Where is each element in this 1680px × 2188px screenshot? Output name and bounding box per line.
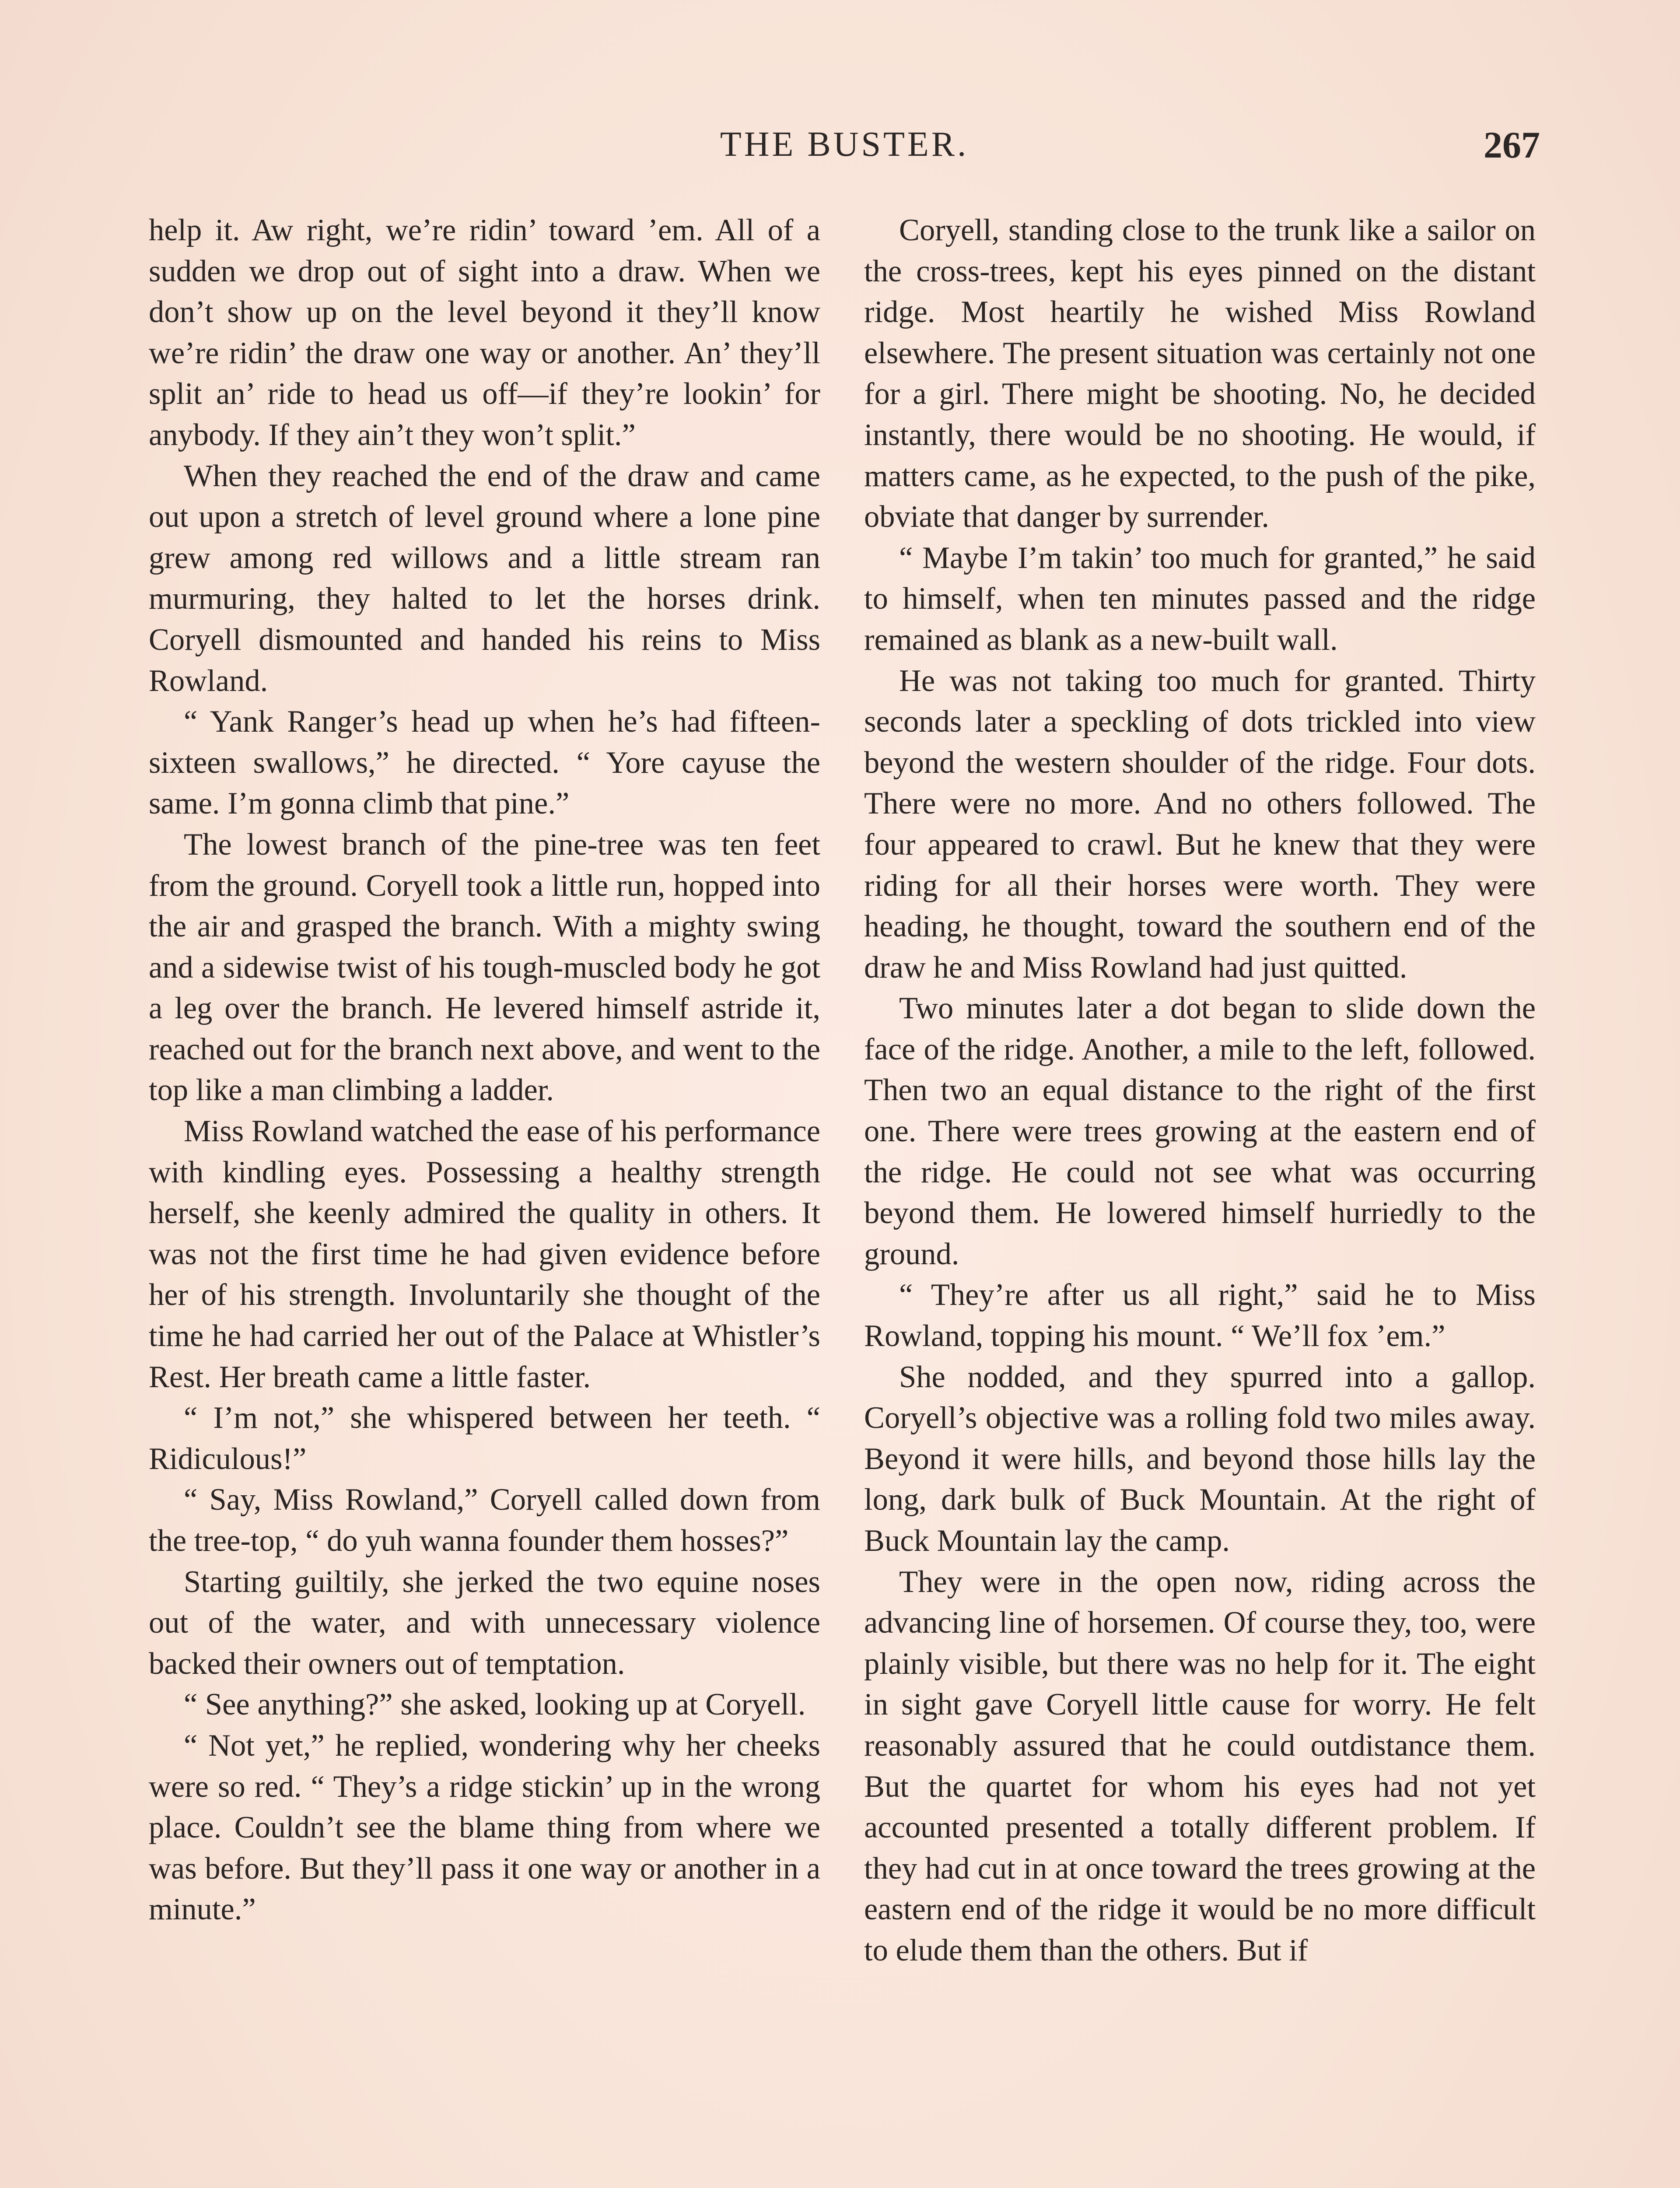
- paragraph: When they reached the end of the draw and came out upon a stretch of level ground where a lone pine grew among red willows and a little stream ran murmuring, they halted to let the horses drink. Coryell dismounted and handed his reins to Miss Rowland.: [149, 459, 820, 698]
- paragraph: “ I’m not,” she whispered between her teeth. “ Ridiculous!”: [149, 1401, 820, 1476]
- paragraph: Miss Rowland watched the ease of his performance with kindling eyes. Possessing a healthy strength herself, she keenly admired the quality in others. It was not the first time he had given evidence before her of his strength. Involuntarily she thought of the time he had carried her out of the Palace at Whistler’s Rest. Her breath came a little faster.: [149, 1114, 820, 1394]
- running-head: THE BUSTER.: [720, 125, 969, 164]
- paragraph: Starting guiltily, she jerked the two equine noses out of the water, and with unnecessary violence backed their owners out of temptation.: [149, 1564, 820, 1681]
- paragraph: The lowest branch of the pine-tree was ten feet from the ground. Coryell took a little run, hopped into the air and grasped the branch. With a mighty swing and a sidewise twist of his tough-muscled body he got a leg over the branch. He levered himself astride it, reached out for the branch next above, and went to the top like a man climbing a ladder.: [149, 827, 820, 1108]
- right-text-column: [864, 210, 1536, 1971]
- paragraph: Two minutes later a dot began to slide down the face of the ridge. Another, a mile to the left, followed. Then two an equal distance to the right of the first one. There were trees growing at the eastern end of the ridge. He could not see what was occurring beyond them. He lowered himself hurriedly to the ground.: [864, 991, 1536, 1271]
- paragraph: “ Say, Miss Rowland,” Coryell called down from the tree-top, “ do yuh wanna founder them hosses?”: [149, 1483, 820, 1558]
- paragraph: Coryell, standing close to the trunk like a sailor on the cross-trees, kept his eyes pinned on the distant ridge. Most heartily he wished Miss Rowland elsewhere. The present situation was certainly not one for a girl. There might be shooting. No, he decided instantly, there would be no shooting. He would, if matters came, as he expected, to the push of the pike, obviate that danger by surrender.: [864, 213, 1536, 534]
- paragraph: They were in the open now, riding across the advancing line of horsemen. Of course they, too, were plainly visible, but there was no help for it. The eight in sight gave Coryell little cause for worry. He felt reasonably assured that he could outdistance them. But the quartet for whom his eyes had not yet accounted presented a totally different problem. If they had cut in at once toward the trees growing at the eastern end of the ridge it would be no more difficult to elude them than the others. But if: [864, 1564, 1536, 1967]
- page-header: [149, 125, 1540, 186]
- paragraph: “ See anything?” she asked, looking up at Coryell.: [184, 1687, 806, 1722]
- paragraph: “ They’re after us all right,” said he to Miss Rowland, topping his mount. “ We’ll fox ’em.”: [864, 1278, 1536, 1353]
- paragraph: “ Yank Ranger’s head up when he’s had fifteen-sixteen swallows,” he directed. “ Yore cayuse the same. I’m gonna climb that pine.”: [149, 705, 820, 821]
- paragraph: “ Not yet,” he replied, wondering why her cheeks were so red. “ They’s a ridge stickin’ up in the wrong place. Couldn’t see the blame thing from where we was before. But they’ll pass it one way or another in a minute.”: [149, 1728, 820, 1927]
- paragraph: “ Maybe I’m takin’ too much for granted,” he said to himself, when ten minutes passed and the ridge remained as blank as a new-built wall.: [864, 540, 1536, 657]
- paragraph: help it. Aw right, we’re ridin’ toward ’em. All of a sudden we drop out of sight into a draw. When we don’t show up on the level beyond it they’ll know we’re ridin’ the draw one way or another. An’ they’ll split an’ ride to head us off—if they’re lookin’ for anybody. If they ain’t they won’t split.”: [149, 213, 820, 452]
- page-number: 267: [1484, 124, 1540, 166]
- paragraph: She nodded, and they spurred into a gallop. Coryell’s objective was a rolling fold two miles away. Beyond it were hills, and beyond those hills lay the long, dark bulk of Buck Mountain. At the right of Buck Mountain lay the camp.: [864, 1360, 1536, 1558]
- paragraph: He was not taking too much for granted. Thirty seconds later a speckling of dots trickled into view beyond the western shoulder of the ridge. Four dots. There were no more. And no others followed. The four appeared to crawl. But he knew that they were riding for all their horses were worth. They were heading, he thought, toward the southern end of the draw he and Miss Rowland had just quitted.: [864, 663, 1536, 985]
- left-text-column: [149, 210, 820, 1930]
